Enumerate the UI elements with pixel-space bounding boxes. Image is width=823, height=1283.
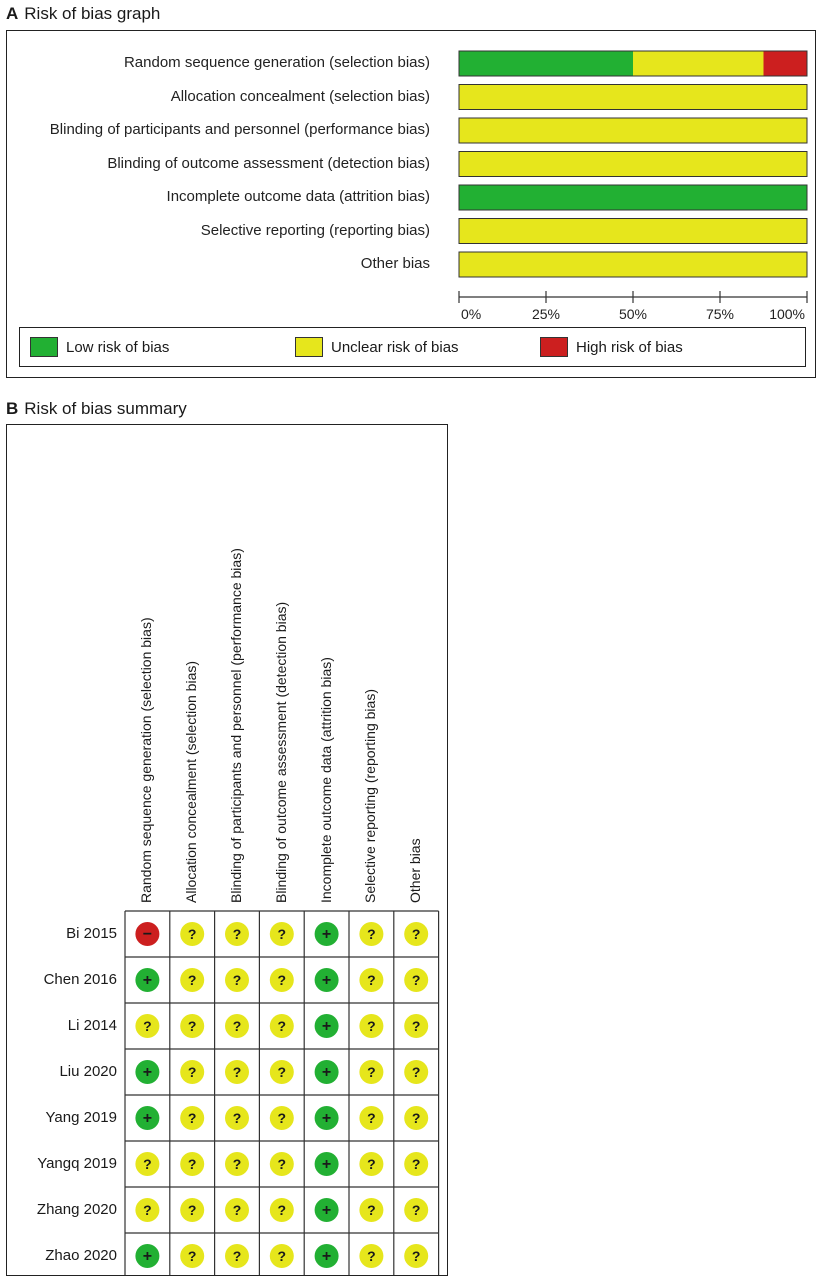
- summary-grid: [7, 425, 447, 1275]
- study-label: Yang 2019: [45, 1109, 117, 1126]
- x-tick-label: 25%: [531, 306, 561, 321]
- rating-symbol-unclear: ?: [367, 1064, 376, 1080]
- graph-row-label: Allocation concealment (selection bias): [170, 87, 430, 105]
- bar-segment-low: [459, 51, 633, 76]
- rating-symbol-low: +: [321, 926, 332, 943]
- panel-a-title: [6, 4, 160, 24]
- rating-symbol-low: +: [321, 1110, 332, 1127]
- graph-row-label: Blinding of outcome assessment (detection bias): [107, 154, 430, 172]
- rating-symbol-unclear: ?: [277, 972, 287, 988]
- rating-symbol-unclear: ?: [277, 926, 287, 942]
- legend-swatch-unclear: [295, 337, 323, 357]
- legend-item-high: [540, 337, 683, 357]
- study-label: Bi 2015: [66, 925, 117, 942]
- bar-segment-unclear: [459, 219, 807, 244]
- rating-symbol-unclear: ?: [277, 1018, 287, 1034]
- bar-segment-unclear: [633, 51, 764, 76]
- summary-column-header: Selective reporting (reporting bias): [362, 689, 379, 903]
- legend-item-unclear: [295, 337, 459, 357]
- graph-bars: [7, 31, 813, 321]
- rating-symbol-unclear: ?: [232, 1156, 242, 1172]
- legend-label-unclear: Unclear risk of bias: [331, 338, 459, 356]
- rating-symbol-unclear: ?: [187, 1110, 197, 1126]
- rating-symbol-unclear: ?: [232, 1018, 242, 1034]
- rating-symbol-low: +: [142, 972, 153, 989]
- bar-segment-unclear: [459, 118, 807, 143]
- legend-label-low: Low risk of bias: [66, 338, 170, 356]
- rating-symbol-unclear: ?: [411, 1018, 421, 1034]
- rating-symbol-high: −: [142, 926, 153, 943]
- rating-symbol-unclear: ?: [277, 1064, 287, 1080]
- rating-symbol-unclear: ?: [277, 1110, 287, 1126]
- bar-segment-high: [764, 51, 808, 76]
- summary-column-header: Allocation concealment (selection bias): [183, 660, 200, 903]
- study-label: Yangq 2019: [37, 1155, 117, 1172]
- rating-symbol-unclear: ?: [143, 1018, 152, 1034]
- rating-symbol-unclear: ?: [187, 926, 197, 942]
- graph-row-label: Incomplete outcome data (attrition bias): [166, 188, 430, 205]
- bar-segment-unclear: [459, 85, 807, 110]
- risk-of-bias-summary: [6, 424, 448, 1276]
- x-tick-label: 100%: [769, 306, 805, 321]
- rating-symbol-unclear: ?: [411, 926, 421, 942]
- summary-column-header: Blinding of outcome assessment (detection bias): [272, 601, 289, 903]
- rating-symbol-unclear: ?: [411, 1202, 421, 1218]
- rating-symbol-unclear: ?: [232, 1202, 242, 1218]
- legend: [19, 327, 806, 367]
- rating-symbol-unclear: ?: [367, 972, 376, 988]
- legend-swatch-low: [30, 337, 58, 357]
- rating-symbol-unclear: ?: [187, 1156, 197, 1172]
- legend-item-low: [30, 337, 169, 357]
- rating-symbol-low: +: [321, 1018, 332, 1035]
- graph-row-label: Blinding of participants and personnel (performance bias): [49, 121, 430, 138]
- rating-symbol-unclear: ?: [277, 1202, 287, 1218]
- rating-symbol-low: +: [321, 1064, 332, 1081]
- rating-symbol-unclear: ?: [187, 1018, 197, 1034]
- x-tick-label: 50%: [618, 306, 648, 321]
- bar-segment-low: [459, 185, 807, 210]
- graph-row-label: Selective reporting (reporting bias): [200, 221, 430, 239]
- rating-symbol-unclear: ?: [143, 1156, 152, 1172]
- legend-swatch-high: [540, 337, 568, 357]
- rating-symbol-unclear: ?: [367, 926, 376, 942]
- rating-symbol-unclear: ?: [411, 1110, 421, 1126]
- rating-symbol-unclear: ?: [187, 1202, 197, 1218]
- rating-symbol-unclear: ?: [232, 926, 242, 942]
- rating-symbol-unclear: ?: [187, 972, 197, 988]
- summary-column-header: Random sequence generation (selection bias): [138, 617, 155, 903]
- rating-symbol-unclear: ?: [367, 1248, 376, 1264]
- summary-column-header: Other bias: [407, 838, 424, 903]
- rating-symbol-low: +: [321, 1202, 332, 1219]
- summary-column-header: Incomplete outcome data (attrition bias): [317, 657, 334, 903]
- rating-symbol-unclear: ?: [232, 1248, 242, 1264]
- panel-a-letter: A: [6, 4, 19, 23]
- rating-symbol-unclear: ?: [277, 1156, 287, 1172]
- summary-column-header: Blinding of participants and personnel (performance bias): [228, 548, 244, 903]
- rating-symbol-low: +: [142, 1110, 153, 1127]
- graph-row-label: Other bias: [360, 255, 430, 272]
- panel-b-title-text: Risk of bias summary: [24, 399, 187, 418]
- study-label: Li 2014: [67, 1017, 117, 1034]
- legend-label-high: High risk of bias: [576, 338, 683, 356]
- rating-symbol-unclear: ?: [143, 1202, 152, 1218]
- panel-b-title: [6, 399, 187, 419]
- rating-symbol-low: +: [142, 1064, 153, 1081]
- rating-symbol-unclear: ?: [411, 1248, 421, 1264]
- rating-symbol-unclear: ?: [187, 1248, 197, 1264]
- study-label: Chen 2016: [43, 971, 117, 988]
- rating-symbol-unclear: ?: [232, 1064, 242, 1080]
- rating-symbol-unclear: ?: [367, 1018, 376, 1034]
- risk-of-bias-graph: [6, 30, 816, 378]
- rating-symbol-unclear: ?: [367, 1156, 376, 1172]
- study-label: Zhang 2020: [36, 1201, 117, 1218]
- panel-b-letter: B: [6, 399, 19, 418]
- x-tick-label: 0%: [461, 306, 482, 321]
- rating-symbol-low: +: [142, 1248, 153, 1265]
- rating-symbol-low: +: [321, 1248, 332, 1265]
- graph-row-label: Random sequence generation (selection bias): [123, 54, 430, 71]
- rating-symbol-low: +: [321, 972, 332, 989]
- rating-symbol-unclear: ?: [367, 1202, 376, 1218]
- bar-segment-unclear: [459, 252, 807, 277]
- study-label: Zhao 2020: [45, 1247, 117, 1264]
- panel-a-title-text: Risk of bias graph: [24, 4, 161, 23]
- rating-symbol-unclear: ?: [187, 1064, 197, 1080]
- rating-symbol-unclear: ?: [232, 972, 242, 988]
- rating-symbol-unclear: ?: [411, 972, 421, 988]
- rating-symbol-unclear: ?: [277, 1248, 287, 1264]
- bar-segment-unclear: [459, 152, 807, 177]
- x-tick-label: 75%: [705, 306, 735, 321]
- rating-symbol-unclear: ?: [411, 1064, 421, 1080]
- rating-symbol-unclear: ?: [411, 1156, 421, 1172]
- rating-symbol-low: +: [321, 1156, 332, 1173]
- rating-symbol-unclear: ?: [232, 1110, 242, 1126]
- study-label: Liu 2020: [59, 1063, 117, 1080]
- rating-symbol-unclear: ?: [367, 1110, 376, 1126]
